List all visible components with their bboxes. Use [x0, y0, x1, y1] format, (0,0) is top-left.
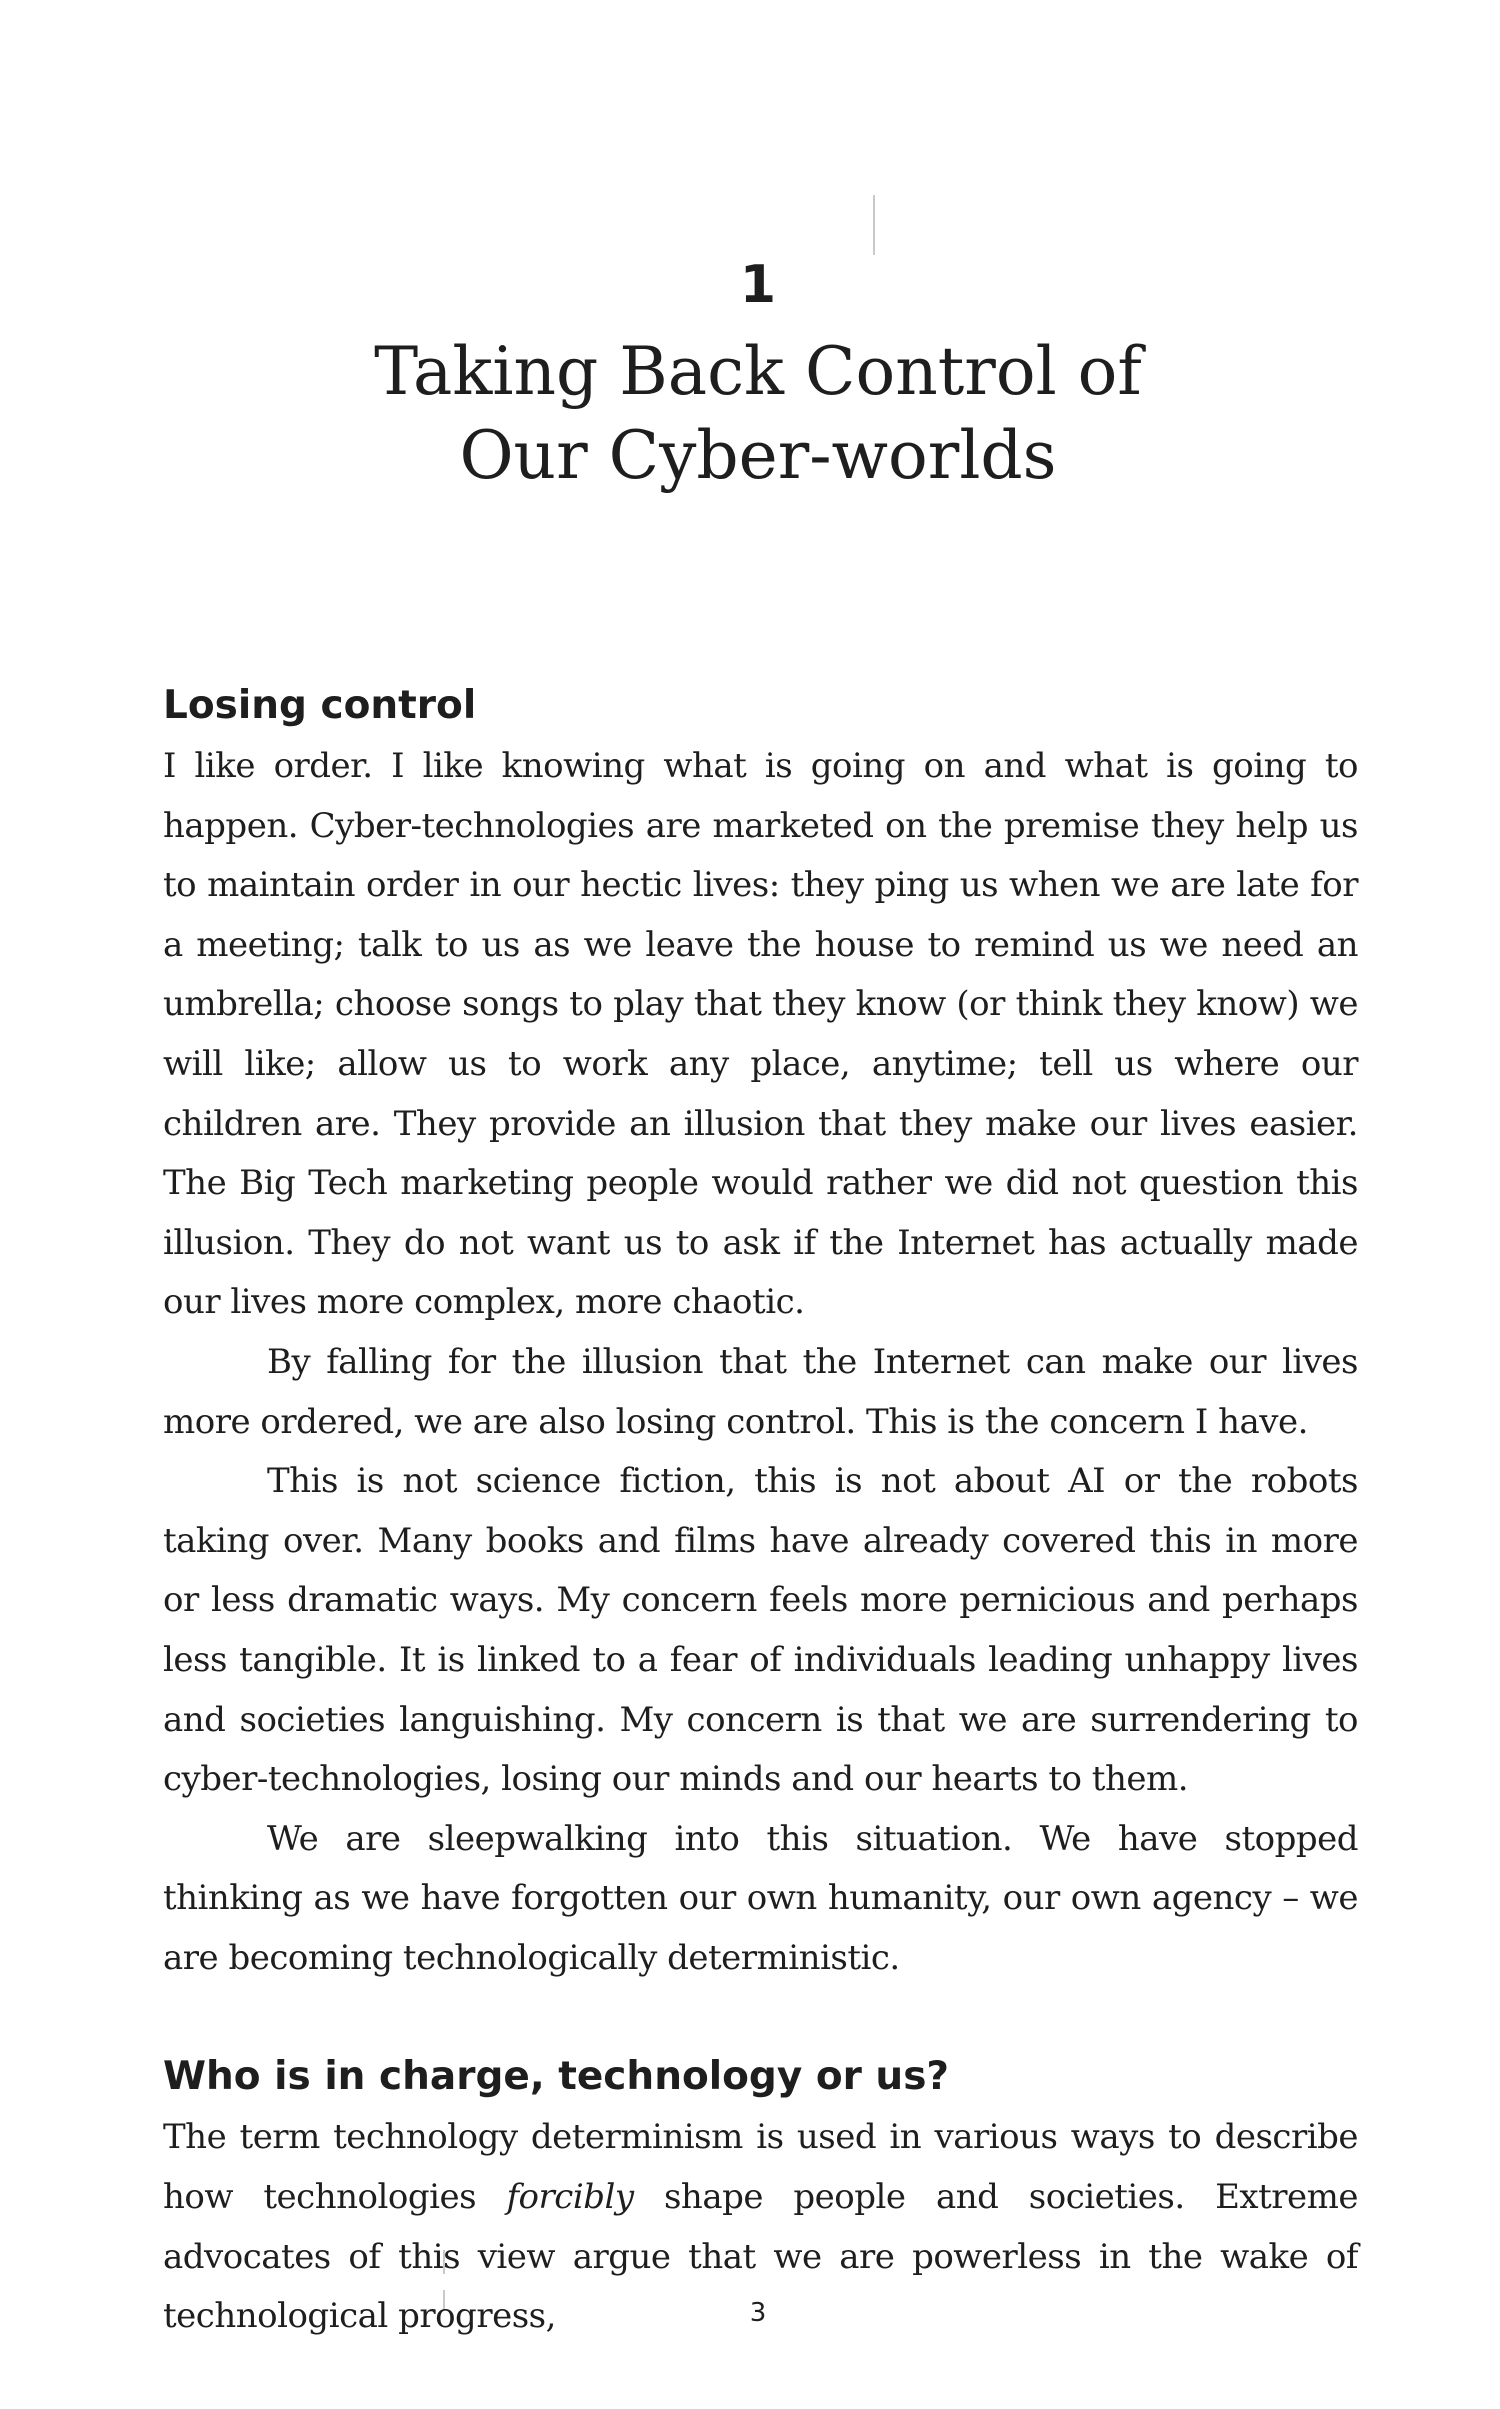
- paragraph-text: shape people and societies. Extreme advocates of this view argue that we are powerless in the wake of technological progress,: [163, 2177, 1358, 2337]
- section-heading-losing-control: Losing control: [163, 683, 477, 728]
- section-heading-who-is-in-charge: Who is in charge, technology or us?: [163, 2054, 950, 2100]
- paragraph: I like order. I like knowing what is going on and what is going to happen. Cyber-technologies are marketed on the premise they help us to maintain order in our hectic lives: they ping us when we are late for a meeting; talk to us as we leave the house to remind us we need an umbrella; choose songs to play that they know (or think they know) we will like; allow us to work any place, anytime; tell us where our children are. They provide an illusion that they make our lives easier. The Big Tech marketing people would rather we did not question this illusion. They do not want us to ask if the Internet has actually made our lives more complex, more chaotic.: [163, 746, 1358, 1323]
- chapter-title-line-1: Taking Back Control of: [374, 333, 1142, 410]
- paragraph: This is not science fiction, this is not about AI or the robots taking over. Many books and films have already covered this in more or less dramatic ways. My concern feels more pernicious and perhaps less tangible. It is linked to a fear of individuals leading unhappy lives and societies languishing. My concern is that we are surrendering to cyber-technologies, losing our minds and our hearts to them.: [163, 1461, 1358, 1800]
- scan-artifact-mark: [873, 195, 875, 255]
- chapter-title-line-2: Our Cyber-worlds: [459, 417, 1057, 494]
- paragraph: We are sleepwalking into this situation. We have stopped thinking as we have forgotten our own humanity, our own agency – we are becoming technologically deterministic.: [163, 1818, 1358, 1978]
- paragraph-text: The term technology determinism is used in various ways to describe how technologies: [163, 2117, 1358, 2218]
- paragraph: By falling for the illusion that the Internet can make our lives more ordered, we are also losing control. This is the concern I have.: [163, 1341, 1358, 1442]
- emphasis-text: forcibly: [506, 2177, 634, 2218]
- page-number: 3: [749, 2298, 767, 2328]
- chapter-title: [0, 330, 1500, 498]
- body-text: [163, 675, 1358, 2347]
- chapter-number: 1: [739, 255, 777, 315]
